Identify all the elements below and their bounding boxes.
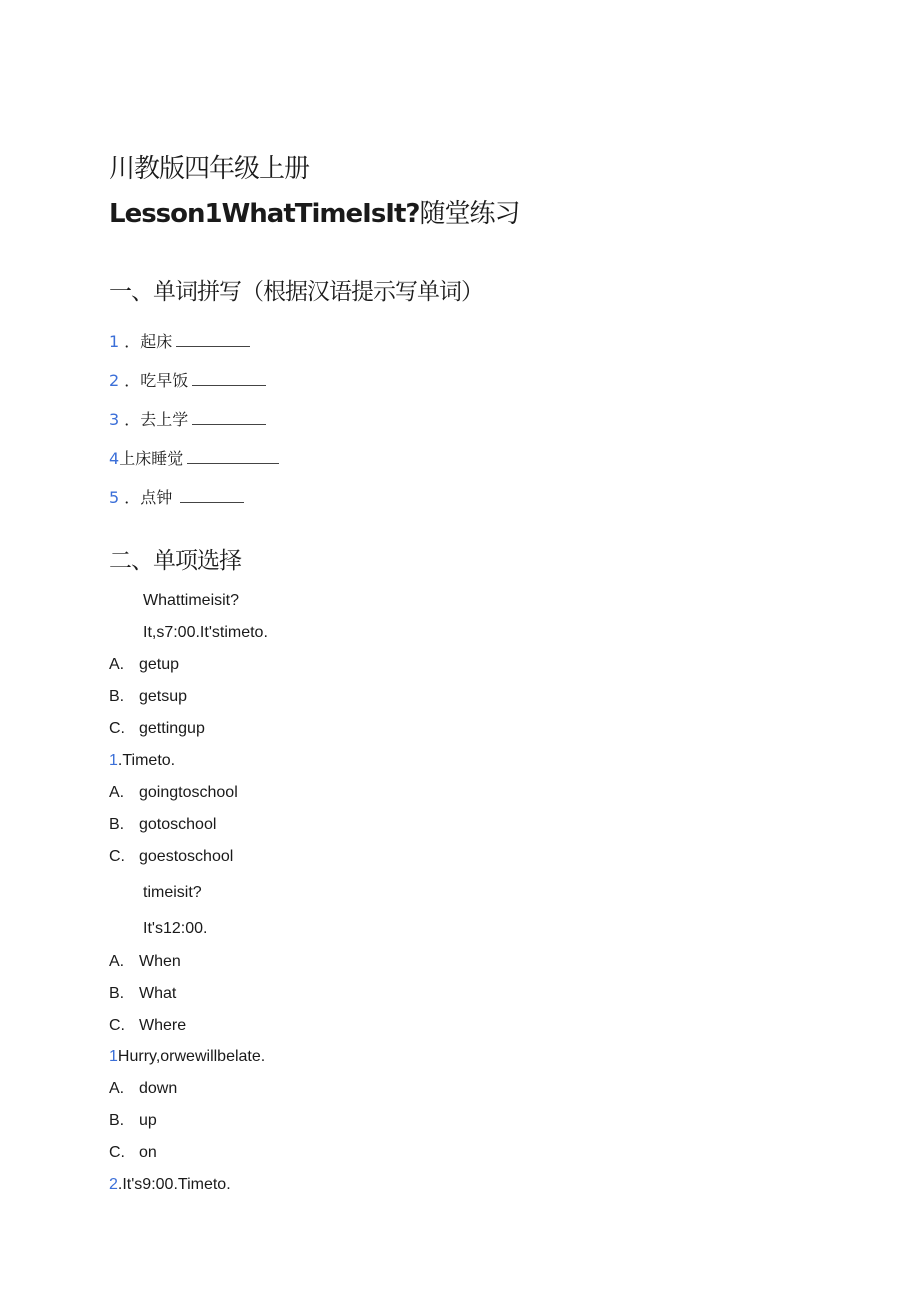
item-prompt: ．起床 bbox=[124, 332, 173, 351]
option-letter: B. bbox=[109, 985, 125, 1002]
option bbox=[109, 720, 205, 738]
answer-blank bbox=[192, 412, 266, 425]
item-number: 4 bbox=[109, 449, 120, 468]
option-letter: A. bbox=[109, 1080, 125, 1097]
option-text: goingtoschool bbox=[139, 784, 238, 801]
question-text bbox=[109, 1048, 265, 1066]
item-number: 3 bbox=[109, 410, 120, 429]
title-english: Lesson1WhatTimeIsIt? bbox=[109, 199, 420, 229]
answer-blank bbox=[187, 451, 279, 464]
item-prompt: ．去上学 bbox=[124, 410, 189, 429]
option-text: on bbox=[139, 1144, 157, 1161]
option-text: down bbox=[139, 1080, 178, 1097]
option bbox=[109, 848, 233, 866]
question-body: .Timeto. bbox=[117, 752, 176, 769]
option-letter: A. bbox=[109, 953, 125, 970]
item-number: 2 bbox=[109, 371, 120, 390]
option-letter: B. bbox=[109, 816, 125, 833]
spelling-item bbox=[109, 407, 266, 430]
option bbox=[109, 1080, 177, 1098]
spelling-item bbox=[109, 329, 250, 352]
item-prompt: 上床睡觉 bbox=[119, 449, 184, 468]
question-number: 1 bbox=[109, 1048, 118, 1065]
option-text: getup bbox=[139, 656, 180, 673]
question-text: timeisit? bbox=[143, 884, 202, 901]
option bbox=[109, 985, 176, 1003]
spelling-item bbox=[109, 368, 266, 391]
option bbox=[109, 1112, 157, 1130]
option bbox=[109, 784, 238, 802]
question-number: 2 bbox=[109, 1176, 118, 1193]
question-text: Whattimeisit? bbox=[143, 592, 240, 609]
option-text: getsup bbox=[139, 688, 188, 705]
option-letter: A. bbox=[109, 784, 125, 801]
option bbox=[109, 816, 216, 834]
question-text: It,s7:00.It'stimeto. bbox=[143, 624, 268, 641]
question-text bbox=[109, 1176, 231, 1194]
spelling-item bbox=[109, 446, 279, 469]
option-text: gettingup bbox=[139, 720, 205, 737]
option-letter: B. bbox=[109, 688, 125, 705]
item-prompt: ．吃早饭 bbox=[124, 371, 189, 390]
spelling-item bbox=[109, 485, 244, 508]
section2-heading: 二、单项选择 bbox=[109, 548, 241, 574]
question-body: .It's9:00.Timeto. bbox=[117, 1176, 231, 1193]
option-text: What bbox=[139, 985, 177, 1002]
question-body: Hurry,orwewillbelate. bbox=[117, 1048, 266, 1065]
answer-blank bbox=[176, 334, 250, 347]
option-text: When bbox=[139, 953, 181, 970]
option-text: goestoschool bbox=[139, 848, 234, 865]
section1-heading: 一、单词拼写（根据汉语提示写单词） bbox=[109, 279, 483, 305]
option-letter: B. bbox=[109, 1112, 125, 1129]
option-letter: C. bbox=[109, 1017, 125, 1034]
option-letter: C. bbox=[109, 848, 125, 865]
question-number: 1 bbox=[109, 752, 118, 769]
document-title-line2 bbox=[109, 193, 520, 230]
option-letter: C. bbox=[109, 720, 125, 737]
option bbox=[109, 953, 181, 971]
question-text bbox=[109, 752, 175, 770]
item-number: 1 bbox=[109, 332, 120, 351]
option-text: Where bbox=[139, 1017, 187, 1034]
title-chinese: 随堂练习 bbox=[419, 199, 520, 229]
option bbox=[109, 1144, 157, 1162]
item-prompt: ．点钟 bbox=[124, 488, 173, 507]
answer-blank bbox=[180, 490, 244, 503]
option-letter: A. bbox=[109, 656, 125, 673]
option-text: up bbox=[139, 1112, 157, 1129]
item-number: 5 bbox=[109, 488, 120, 507]
document-title-line1: 川教版四年级上册 bbox=[109, 154, 310, 184]
option bbox=[109, 1017, 186, 1035]
option-letter: C. bbox=[109, 1144, 125, 1161]
question-text: It's12:00. bbox=[143, 920, 208, 937]
option-text: gotoschool bbox=[139, 816, 217, 833]
option bbox=[109, 688, 187, 706]
answer-blank bbox=[192, 373, 266, 386]
option bbox=[109, 656, 179, 674]
